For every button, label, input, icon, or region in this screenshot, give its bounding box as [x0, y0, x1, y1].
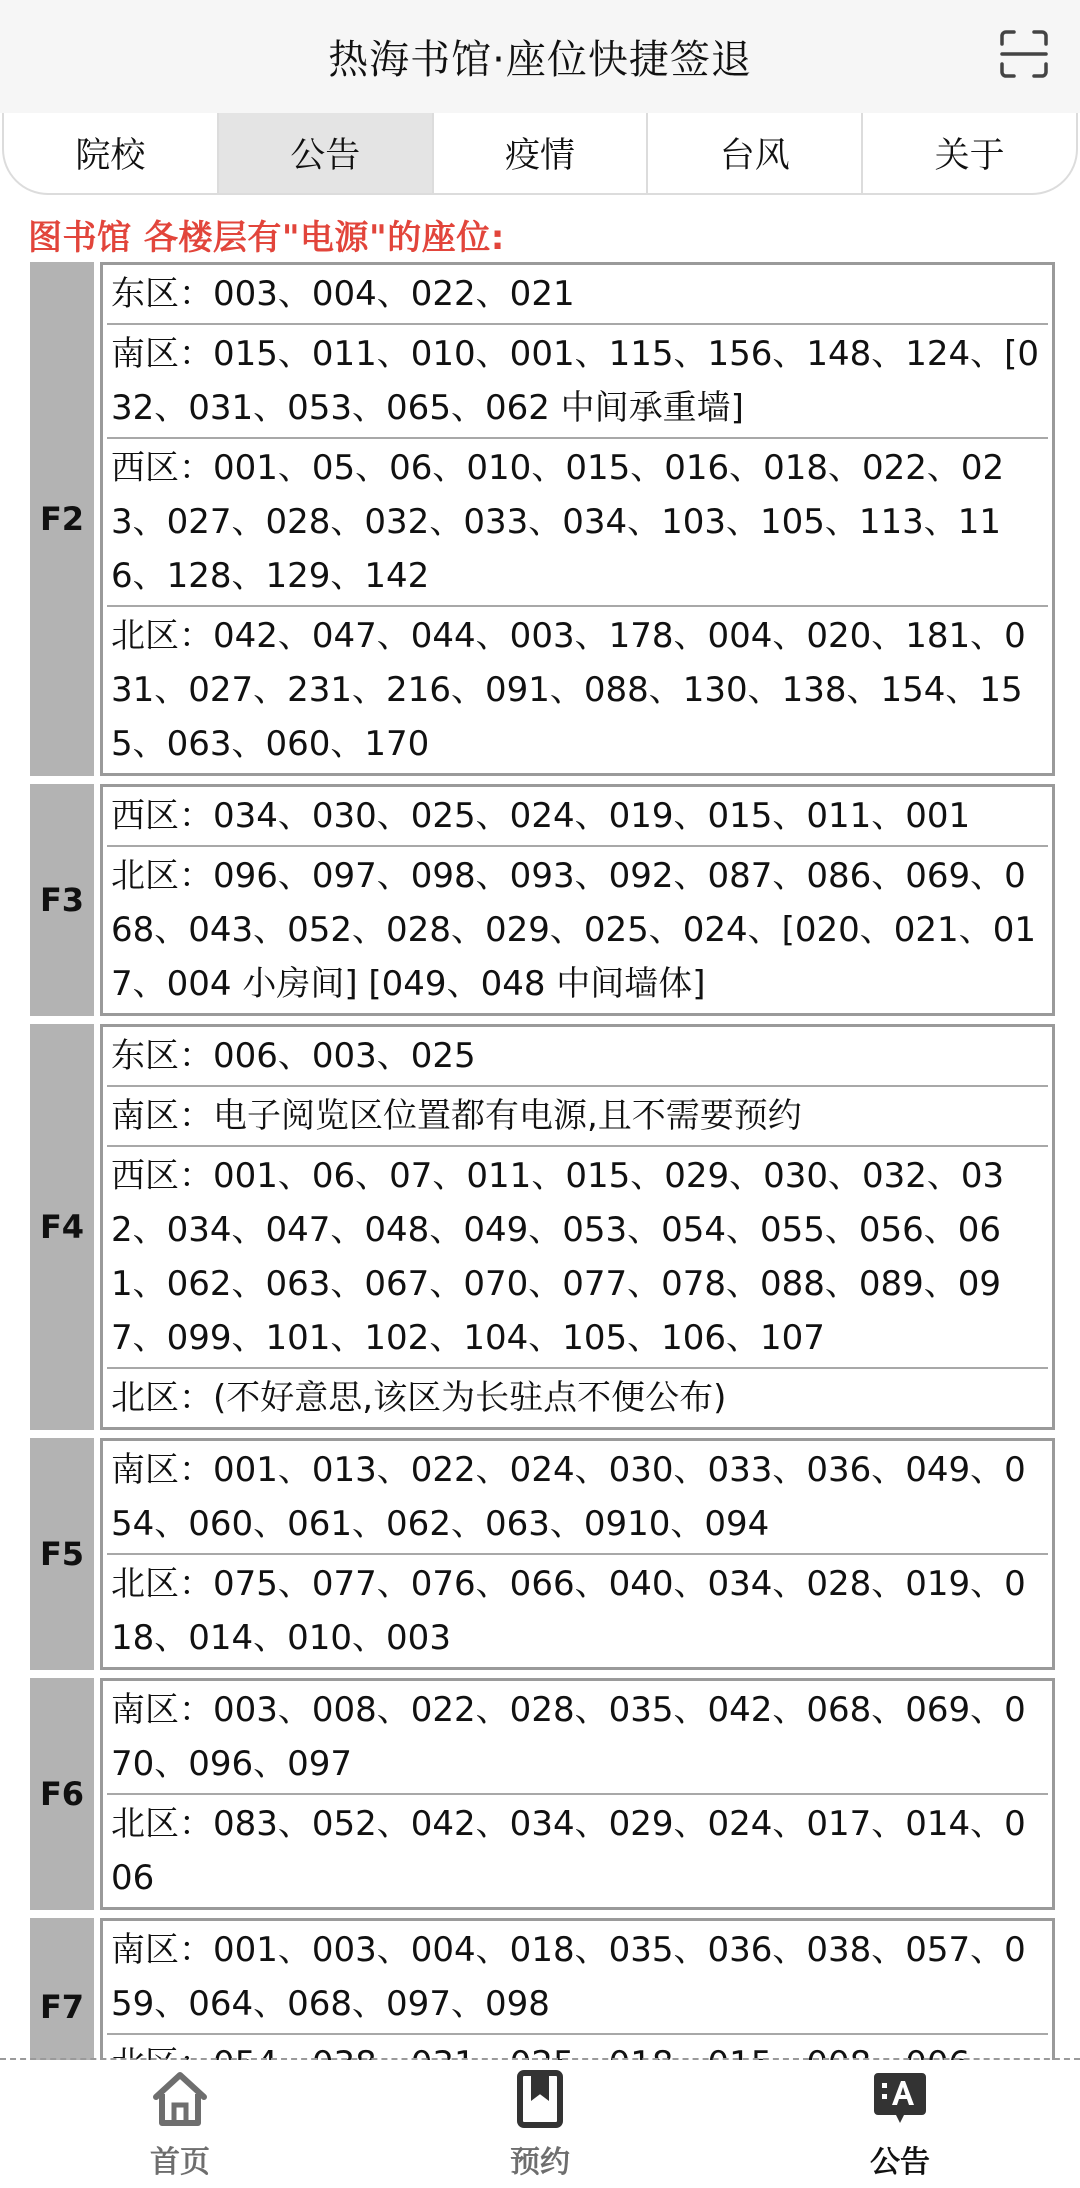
scan-icon: [998, 28, 1050, 80]
bottom-nav: [0, 2060, 1080, 2188]
seat-list: [30, 262, 1055, 2052]
notice-title: 图书馆 各楼层有"电源"的座位:: [28, 218, 505, 258]
zone-entry: 北区：096、097、098、093、092、087、086、069、068、043、052、028、029、025、024、[020、021、017、004 小房间] [049、048 中间墙体]: [111, 856, 1036, 1004]
floor-zones: [100, 1438, 1055, 1670]
zone-entry: 南区：001、003、004、018、035、036、038、057、059、064、068、097、098: [107, 1921, 1048, 2035]
zone-entry: 北区：075、077、076、066、040、034、028、019、018、014、010、003: [111, 1564, 1026, 1658]
tab-epidemic[interactable]: [434, 113, 649, 193]
floor-label: F4: [30, 1024, 94, 1430]
zone-entry: 西区：034、030、025、024、019、015、011、001: [107, 787, 1048, 847]
floor-row: [30, 784, 1055, 1016]
zone-entry: 南区：003、008、022、028、035、042、068、069、070、096、097: [107, 1681, 1048, 1795]
zone-entry: 北区：083、052、042、034、029、024、017、014、006: [111, 1804, 1026, 1898]
nav-announcement-label: 公告: [870, 2145, 930, 2180]
announcement-icon: [868, 2067, 932, 2131]
header-bar: [0, 0, 1080, 113]
nav-home-label: 首页: [150, 2145, 210, 2180]
top-tabs: [2, 113, 1078, 195]
floor-row: [30, 1678, 1055, 1910]
tab-colleges[interactable]: [4, 113, 219, 193]
nav-booking-label: 预约: [510, 2145, 570, 2180]
tab-typhoon[interactable]: [648, 113, 863, 193]
tab-label: 关于: [934, 136, 1005, 176]
tab-label: 疫情: [504, 136, 575, 176]
floor-zones: [100, 784, 1055, 1016]
zone-entry: 南区：015、011、010、001、115、156、148、124、[032、031、053、065、062 中间承重墙]: [107, 325, 1048, 439]
nav-announcement[interactable]: [720, 2060, 1080, 2188]
zone-entry: 南区：电子阅览区位置都有电源,且不需要预约: [107, 1087, 1048, 1147]
zone-entry: 东区：003、004、022、021: [107, 265, 1048, 325]
nav-booking[interactable]: [360, 2060, 720, 2188]
tab-about[interactable]: [863, 113, 1076, 193]
zone-entry: 南区：001、013、022、024、030、033、036、049、054、060、061、062、063、0910、094: [107, 1441, 1048, 1555]
zone-entry: 西区：001、05、06、010、015、016、018、022、023、027、028、032、033、034、103、105、113、116、128、129、142: [107, 439, 1048, 607]
floor-row: [30, 262, 1055, 776]
tab-label: 公告: [290, 136, 361, 176]
tab-label: 台风: [719, 136, 790, 176]
scan-button[interactable]: [996, 26, 1052, 82]
floor-label: F6: [30, 1678, 94, 1910]
floor-label: F7: [30, 1918, 94, 2096]
floor-zones: [100, 262, 1055, 776]
tab-label: 院校: [75, 136, 146, 176]
home-icon: [148, 2067, 212, 2131]
page-title: 热海书馆·座位快捷签退: [328, 37, 752, 83]
floor-zones: [100, 1678, 1055, 1910]
floor-row: [30, 1438, 1055, 1670]
floor-row: [30, 1024, 1055, 1430]
zone-entry: 北区：042、047、044、003、178、004、020、181、031、027、231、216、091、088、130、138、154、155、063、060、170: [111, 616, 1026, 764]
tab-announcement[interactable]: [219, 113, 434, 193]
floor-label: F5: [30, 1438, 94, 1670]
nav-home[interactable]: [0, 2060, 360, 2188]
zone-entry: 西区：001、06、07、011、015、029、030、032、032、034、047、048、049、053、054、055、056、061、062、063、067、070、077、078、088、089、097、099、101、102、104、105、106、107: [107, 1147, 1048, 1369]
zone-entry: 东区：006、003、025: [107, 1027, 1048, 1087]
floor-label: F2: [30, 262, 94, 776]
floor-zones: [100, 1024, 1055, 1430]
floor-label: F3: [30, 784, 94, 1016]
bookmark-icon: [508, 2067, 572, 2131]
zone-entry: 北区：(不好意思,该区为长驻点不便公布): [111, 1378, 727, 1418]
